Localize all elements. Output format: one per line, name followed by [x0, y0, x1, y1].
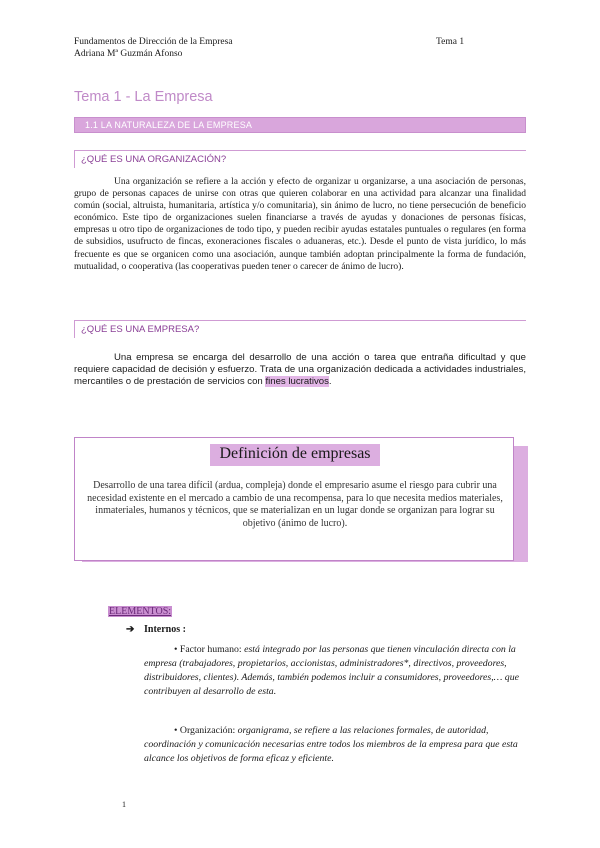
header-author: Adriana Mª Guzmán Afonso: [74, 49, 183, 59]
paragraph-organizacion: [74, 176, 526, 273]
subheading-label: ¿QUÉ ES UNA EMPRESA?: [81, 324, 200, 335]
right-arrow-icon: ➔: [126, 624, 135, 635]
subheading-empresa: [74, 320, 526, 338]
paragraph-empresa: [74, 352, 526, 388]
page-number: 1: [122, 800, 126, 809]
internos-label: Internos :: [144, 624, 186, 635]
item-text: está integrado por las personas que tienen vinculación directa con la empresa (trabajadores, propietarios, accionistas, administradores*, directivos, proveedores, distribuidores, clientes). Además, también podemos incluir a consumidores, proveedores,… que contribuyen al desarrollo de esta.: [144, 644, 519, 697]
list-item: [144, 643, 524, 699]
highlight-fines-lucrativos: fines lucrativos: [265, 376, 329, 388]
paragraph-end: .: [328, 376, 332, 388]
paragraph-text: Una empresa se encarga del desarrollo de una acción o tarea que entraña dificultad y que requiere capacidad de decisión y esfuerzo. Trata de una organización dedicada a actividades industriales, mercantiles o de prestación de servicios con: [74, 352, 526, 388]
elements-heading: ELEMENTOS:: [109, 606, 172, 617]
header-topic: Tema 1: [436, 37, 465, 47]
definition-heading: Definición de empresas: [219, 445, 371, 462]
paragraph-text: Una organización se refiere a la acción y efecto de organizar u organizarse, a una asociación de personas, grupo de personas capaces de unirse con otras que quieren colaborar en una actividad para alcanzar una finalidad común (social, altruista, humanitaria, artística y/o comunitaria), sin ánimo de lucro, no tiene persecución de beneficio económico. Este tipo de organizaciones suelen financiarse a través de ayudas y donaciones de personas físicas, empresas u otro tipo de organizaciones de todo tipo, y pueden recibir ayudas estatales puntuales o regulares (en forma de subsidios, usufructo de fincas, exoneraciones fiscales o aduaneras, etc.). Desde el punto de vista jurídico, lo más frecuente es que se organicen como una asociación, aunque también adoptan principalmente la forma de fundación, mutualidad, o cooperativa (las cooperativas pueden tener o carecer de ánimo de lucro).: [74, 177, 526, 272]
definition-text: Desarrollo de una tarea difícil (ardua, compleja) donde el empresario asume el riesgo para cubrir una necesidad existente en el mercado a cambio de una recompensa, para lo que necesita medios materiales, inmateriales, humanos y técnicos, que se materializan en un lugar donde se organizan para lograr su objetivo (ánimo de lucro).: [87, 480, 503, 529]
subheading-organizacion: [74, 150, 526, 168]
subheading-label: ¿QUÉ ES UNA ORGANIZACIÓN?: [81, 154, 227, 165]
item-label: • Organización:: [174, 725, 236, 736]
section-label: 1.1 LA NATURALEZA DE LA EMPRESA: [85, 120, 253, 130]
document-title: Tema 1 - La Empresa: [74, 89, 213, 105]
definition-heading-bg: [210, 444, 380, 466]
header-course: Fundamentos de Dirección de la Empresa: [74, 37, 233, 47]
internos-row: [126, 624, 186, 635]
item-text: organigrama, se refiere a las relaciones formales, de autoridad, coordinación y comunicación necesarias entre todos los miembros de la empresa para que esta alcance los objetivos de forma eficaz y eficiente.: [144, 725, 518, 764]
list-item: [144, 724, 524, 766]
section-bar: [74, 117, 526, 133]
item-label: • Factor humano:: [174, 644, 242, 655]
